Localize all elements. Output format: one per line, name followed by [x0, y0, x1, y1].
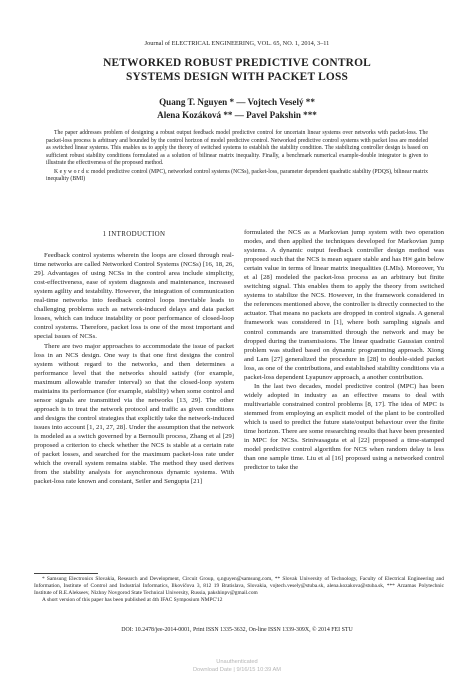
doi-line: DOI: 10.2478/jee-2014-0001, Print ISSN 1335-3632, On-line ISSN 1339-309X, © 2014 FEI STU — [121, 627, 353, 633]
right-paragraph-2: In the last two decades, model predictive control (MPC) has been widely adopted in industry as an effective means to deal with multivariable constrained control problems [8, 17]. The idea of MPC is stemmed from employing an explicit model of the plant to be controlled which is used to predict the future state/output behaviour over the finite time horizon. There are some researching results that have been presented in MPC for NCSs. Srinivasaguta et al [22] proposed a time-stamped model predictive control algorithm for NCS when random delay is less than one sample time. Liu et al [16] proposed using a networked control predictor to take the — [244, 382, 444, 472]
download-watermark — [0, 659, 474, 674]
footnote-affiliations: * Samsung Electronics Slovakia, Research and Development, Circuit Group, q.nguyen@samsung.com, ** Slovak University of Technology, Faculty of Electrical Engineering and Information, Institute of Control and Industrial Informatics, Ilkovičova 3, 812 19 Bratislava, Slovakia, vojtech.vesely@stuba.sk, alena.kozakova@stuba.sk, *** Arzamas Polytechnic Institute of R.E.Alekseev, Nizhny Novgorod State Technical University, Russia, pakshinpv@gmail.com — [34, 576, 444, 596]
watermark-line-1: Unauthenticated — [216, 659, 258, 665]
authors-line-2: Alena Kozáková ** — Pavel Pakshin *** — [157, 109, 317, 120]
title-line-2: SYSTEMS DESIGN WITH PACKET LOSS — [125, 70, 349, 83]
paper-title — [20, 57, 454, 84]
journal-header: Journal of ELECTRICAL ENGINEERING, VOL. 65, NO. 1, 2014, 3–11 — [144, 40, 330, 47]
footnote-rule — [34, 573, 98, 574]
right-column — [244, 228, 444, 472]
keywords — [46, 169, 428, 184]
abstract-text: The paper addresses problem of designing a robust output feedback model predictive control for uncertain linear systems over networks with packet-loss. The packet-loss process is arbitrary and bounded by the control horizon of model predictive control. Networked predictive control systems with packet loss are modeled as switched linear systems. This enables us to apply the theory of switched systems to establish the stability condition. The stabilizing controller design is based on sufficient robust stability conditions formulated as a solution of bilinear matrix inequality. Finally, a benchmark numerical example-double integrator is given to illustrate the effectiveness of the proposed method. — [46, 130, 428, 166]
left-column — [34, 230, 234, 486]
footnotes — [34, 576, 444, 604]
right-paragraph-1: formulated the NCS as a Markovian jump system with two operation modes, and then applied the techniques developed for Markovian jump systems. A dynamic output feedback controller design method was proposed such that the NCS is mean square stable and has H∞ gain below certain value in terms of linear matrix inequalities (LMIs). Moreover, Yu et al [28] modeled the packet-loss process as an arbitrary but finite switching signal. This enables them to apply the theory from switched systems to stabilize the NCS. However, in the framework considered in the references mentioned above, the controller is directly connected to the actuator. That means no packets are dropped in control signals. A general framework was considered in [1], where both sampling signals and control commands are transmitted through the network and may be dropped during the transmissions. The linear quadratic Gaussian control problem was studied based on dynamic programming approach. Xiong and Lam [27] generalized the procedure in [28] to double-sided packet loss, as one of the contributions, and established stability conditions via a packet-loss dependent Lyapunov approach, a another contribution. — [244, 229, 444, 381]
keywords-text: model predictive control (MPC), networked control systems (NCSs), packet-loss, parameter dependent quadratic stability (PDQS), bilinear matrix inequality (BMI) — [46, 168, 429, 182]
keywords-label: K e y w o r d s: — [54, 168, 90, 175]
section-heading: 1 INTRODUCTION — [102, 231, 166, 238]
title-line-1: NETWORKED ROBUST PREDICTIVE CONTROL — [103, 57, 371, 69]
left-paragraph-2: There are two major approaches to accommodate the issue of packet loss in an NCS design. One way is that one first designs the control system without regard to the networks, and then determines a performance level that the networks should satisfy (for example, maximum allowable transfer interval) so that the closed-loop system maintains its performance (for example, stability) when some control and sensor signals are transmitted via the networks [13, 29]. The other approach is to treat the network protocol and traffic as given conditions and designs the control strategies that explicitly take the network-induced issues into account [1, 21, 27, 28]. Under the assumption that the network is modeled as a switch governed by a Bernoulli process, Zhang et al [29] proposed a criterion to check whether the NCS is stable at a certain rate of packet losses, and searched for the maximum packet-loss rate under which the overall system remains stable. The method they used derives from the stability analysis for asynchronous dynamic systems. With packet-loss rate known and constant, Seiler and Sengupta [21] — [34, 342, 234, 486]
author-list — [20, 96, 454, 121]
authors-line-1: Quang T. Nguyen * — Vojtech Veselý ** — [159, 97, 315, 107]
left-paragraph-1: Feedback control systems wherein the loops are closed through real-time networks are called Networked Control Systems (NCSs) [16, 18, 26, 29]. Advantages of using NCSs in the control area include simplicity, cost-effectiveness, ease of system diagnosis and maintenance, increased system agility and testability. However, the integration of communication real-time networks into feedback control loops inevitable leads to challenging problems such as network-induced delays and data packet losses, which can induce instability or poor performance of closed-loop control systems. Therefore, packet loss is one of the most important and special issues of NCSs. — [34, 252, 234, 341]
abstract — [46, 130, 428, 184]
watermark-line-2: Download Date | 9/16/15 10:39 AM — [192, 666, 282, 673]
footnote-short-version: A short version of this paper has been published at 4th IFAC Symposium NMPC'12 — [42, 596, 223, 603]
